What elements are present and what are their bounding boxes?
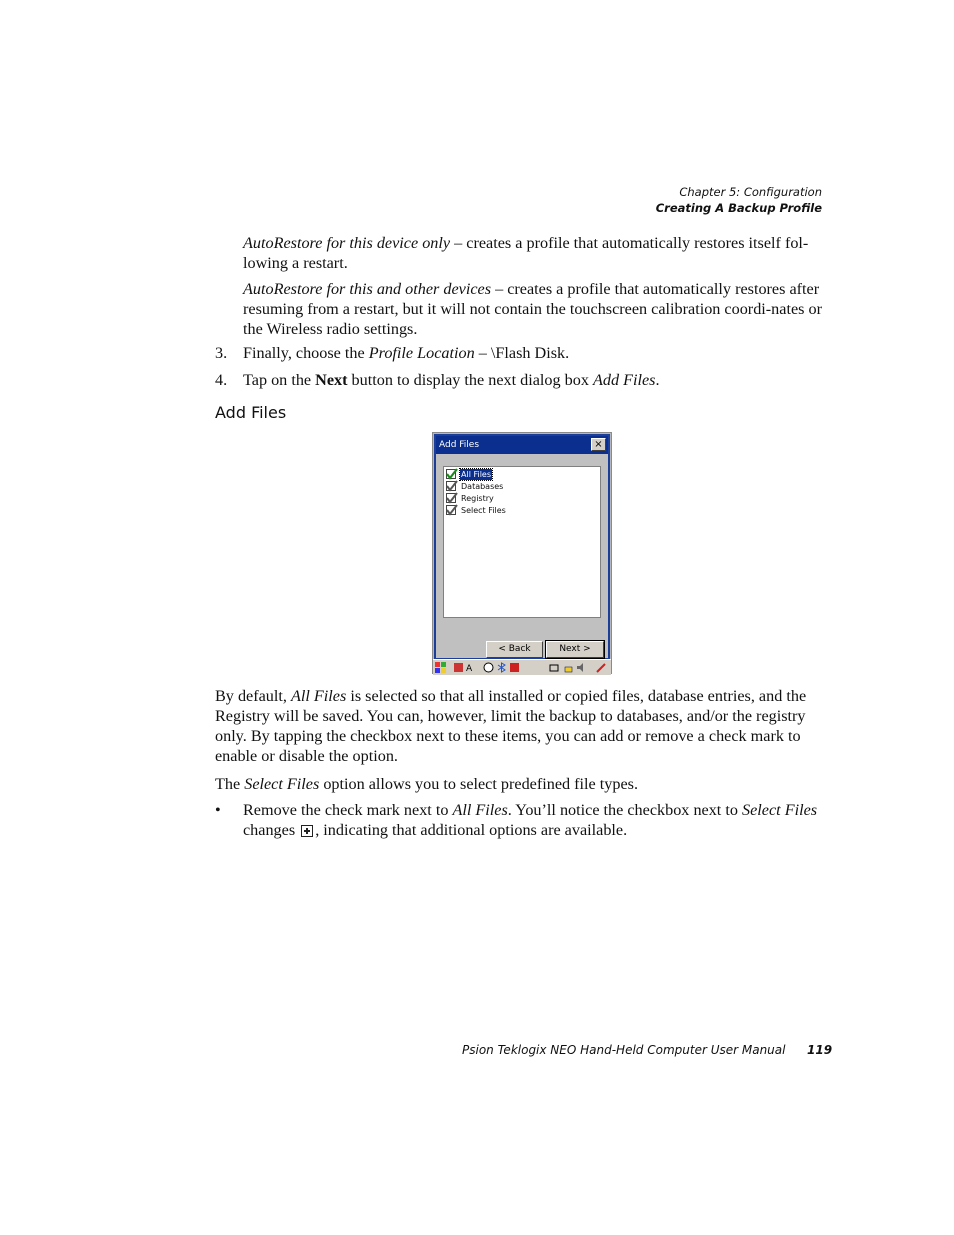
window-title: Add Files bbox=[439, 440, 480, 450]
section-heading: Add Files bbox=[215, 403, 287, 422]
add-files-screenshot bbox=[432, 432, 612, 674]
back-button[interactable]: < Back bbox=[486, 641, 543, 658]
checkbox[interactable] bbox=[446, 469, 456, 479]
list-item[interactable] bbox=[446, 469, 492, 480]
list-item-label: All Files bbox=[461, 470, 492, 479]
bullet-item bbox=[243, 800, 828, 840]
keyboard-icon[interactable] bbox=[466, 662, 477, 673]
text: By default, bbox=[215, 687, 291, 705]
step-number-4: 4. bbox=[215, 371, 228, 389]
term: AutoRestore for this device only bbox=[243, 234, 451, 252]
manual-title: Psion Teklogix NEO Hand-Held Computer User Manual bbox=[462, 1043, 786, 1057]
list-item-label: Registry bbox=[461, 494, 494, 503]
text: – \Flash Disk. bbox=[474, 344, 570, 362]
term: Select Files bbox=[742, 801, 818, 819]
page-number: 119 bbox=[807, 1043, 833, 1057]
taskbar bbox=[433, 659, 611, 675]
network-icon[interactable] bbox=[483, 662, 494, 673]
step-4 bbox=[243, 370, 828, 390]
list-item[interactable] bbox=[446, 493, 495, 504]
step-3 bbox=[243, 343, 828, 363]
list-item-label: Select Files bbox=[461, 506, 506, 515]
text: is selected so that all installed or copied files, database entries, and the Registry will be saved. You can, however, limit the backup to databases, and/or the registry only. By tapping the checkbox next to these items, you can add or remove a check mark to enable or disable the option. bbox=[215, 687, 807, 765]
text: button to display the next dialog box bbox=[347, 371, 593, 389]
text: – creates a profile that automatically restores itself fol-lowing a restart. bbox=[243, 234, 809, 272]
text: – creates a profile that automatically restores after resuming from a restart, but it will not contain the touchscreen calibration coordi-nates or the Wireless radio settings. bbox=[243, 280, 822, 338]
text: changes bbox=[243, 821, 300, 839]
battery-icon[interactable] bbox=[549, 662, 560, 673]
start-icon[interactable] bbox=[435, 662, 446, 673]
file-type-list bbox=[443, 466, 601, 618]
signal-icon[interactable] bbox=[509, 662, 520, 673]
paragraph-autorestore-other bbox=[243, 279, 828, 339]
checkbox[interactable] bbox=[446, 481, 456, 491]
term: All Files bbox=[452, 801, 508, 819]
paragraph-default-selection bbox=[215, 686, 830, 766]
volume-icon[interactable] bbox=[576, 662, 587, 673]
checkbox[interactable] bbox=[446, 505, 456, 515]
dialog-window bbox=[434, 434, 610, 660]
expand-plus-icon bbox=[301, 825, 313, 837]
close-button[interactable]: × bbox=[591, 438, 606, 451]
text: option allows you to select predefined file types. bbox=[319, 775, 639, 793]
term: Next bbox=[315, 371, 348, 389]
list-item[interactable] bbox=[446, 505, 507, 516]
term: All Files bbox=[290, 687, 347, 705]
checkbox[interactable] bbox=[446, 493, 456, 503]
bluetooth-icon[interactable] bbox=[496, 662, 507, 673]
paragraph-autorestore-device bbox=[243, 233, 828, 273]
text: The bbox=[215, 775, 245, 793]
step-number-3: 3. bbox=[215, 344, 228, 362]
next-button[interactable]: Next > bbox=[546, 641, 604, 658]
term: AutoRestore for this and other devices bbox=[243, 280, 492, 298]
chapter-label: Chapter 5: Configuration bbox=[679, 185, 822, 199]
term: Profile Location bbox=[368, 344, 475, 362]
bullet-marker: • bbox=[215, 801, 221, 819]
text: Remove the check mark next to bbox=[243, 801, 453, 819]
text: Tap on the bbox=[243, 371, 316, 389]
text: , indicating that additional options are available. bbox=[315, 821, 628, 839]
text: . bbox=[655, 371, 660, 389]
text: . You’ll notice the checkbox next to bbox=[507, 801, 742, 819]
term: Select Files bbox=[244, 775, 320, 793]
app-icon[interactable] bbox=[453, 662, 464, 673]
section-label: Creating A Backup Profile bbox=[655, 201, 822, 215]
list-item[interactable] bbox=[446, 481, 504, 492]
paragraph-select-files bbox=[215, 774, 830, 794]
title-bar bbox=[436, 436, 608, 454]
text: Finally, choose the bbox=[243, 344, 369, 362]
list-item-label: Databases bbox=[461, 482, 504, 491]
pen-icon[interactable] bbox=[596, 662, 607, 673]
svg-text:A: A bbox=[466, 664, 473, 673]
term: Add Files bbox=[592, 371, 656, 389]
lock-icon[interactable] bbox=[563, 662, 574, 673]
